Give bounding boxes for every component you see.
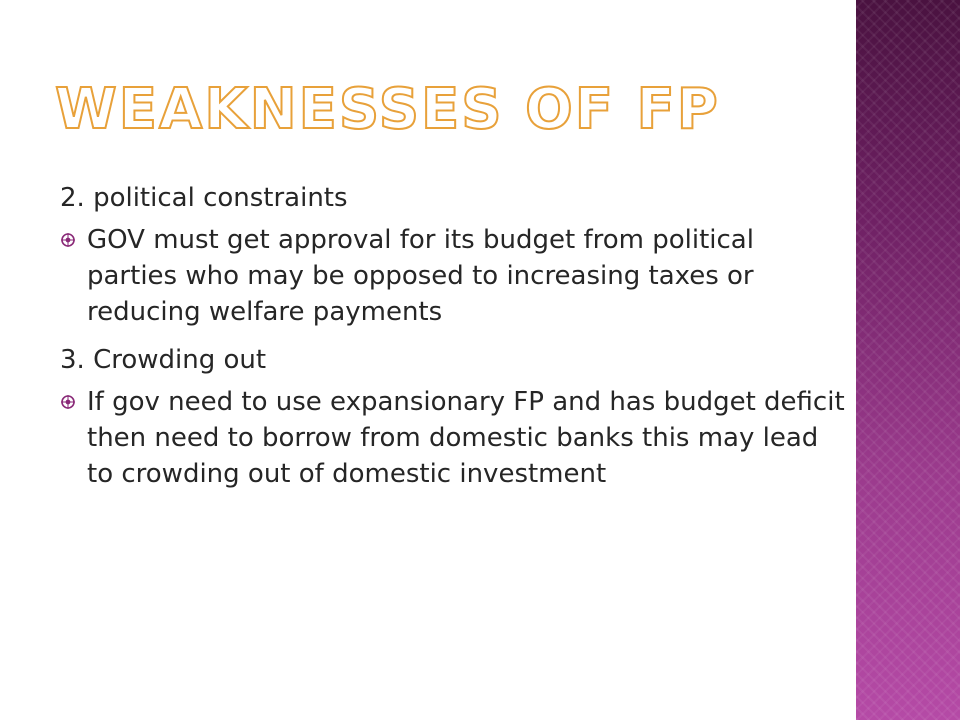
decorative-side-panel	[856, 0, 960, 720]
section-heading-crowding-out: 3. Crowding out	[60, 345, 267, 375]
bullet-item-political-constraints	[60, 222, 850, 330]
bullet-text: GOV must get approval for its budget from political parties who may be opposed to increasing taxes or reducing welfare payments	[87, 225, 754, 327]
slide-body	[60, 180, 850, 504]
target-bullet-icon	[61, 233, 75, 247]
target-bullet-icon	[61, 395, 75, 409]
bullet-item-crowding-out	[60, 384, 850, 492]
slide-title: WEAKNESSES OF FP	[55, 77, 720, 142]
section-heading-political-constraints: 2. political constraints	[60, 183, 348, 213]
bullet-text: If gov need to use expansionary FP and has budget deficit then need to borrow from domestic banks this may lead to crowding out of domestic investment	[87, 387, 845, 489]
